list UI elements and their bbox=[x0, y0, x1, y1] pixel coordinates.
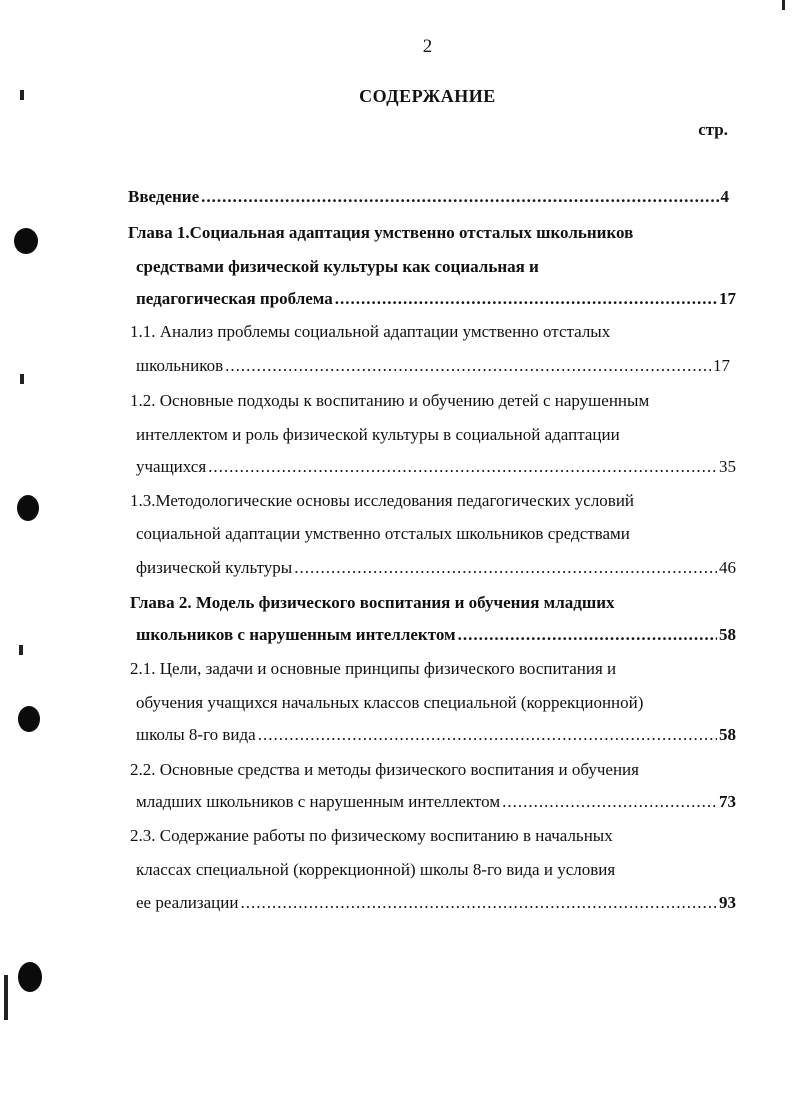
punch-hole-mark bbox=[18, 962, 42, 992]
toc-entry-text: физической культуры bbox=[136, 558, 293, 577]
toc-entry-text: Введение bbox=[128, 187, 200, 206]
toc-leader-dots bbox=[502, 791, 717, 813]
toc-section-1-3-line-2: социальной адаптации умственно отсталых школьников средствами bbox=[136, 524, 630, 543]
toc-entry-text: младших школьников с нарушенным интеллектом bbox=[136, 792, 501, 811]
toc-page-number: 17 bbox=[719, 289, 736, 308]
toc-section-1-3-line-1: 1.3.Методологические основы исследования педагогических условий bbox=[130, 491, 635, 510]
toc-section-1-1-line-1: 1.1. Анализ проблемы социальной адаптации умственно отсталых bbox=[130, 322, 611, 341]
toc-leader-dots bbox=[335, 288, 717, 310]
toc-leader-dots bbox=[240, 892, 717, 914]
punch-hole-mark bbox=[14, 228, 38, 254]
scan-edge-mark bbox=[782, 0, 785, 10]
toc-leader-dots bbox=[225, 355, 711, 377]
toc-leader-dots bbox=[458, 624, 717, 646]
toc-chapter-1-line-2: средствами физической культуры как социальная и bbox=[136, 257, 539, 276]
toc-entry-text: школьников bbox=[136, 356, 224, 375]
toc-page-number: 17 bbox=[713, 356, 730, 375]
toc-entry-chapter-2 bbox=[136, 624, 736, 646]
toc-page-number: 35 bbox=[719, 457, 736, 476]
toc-entry-text: школы 8-го вида bbox=[136, 725, 256, 744]
toc-page-number: 58 bbox=[719, 625, 736, 644]
toc-section-2-2-line-1: 2.2. Основные средства и методы физического воспитания и обучения bbox=[130, 760, 639, 779]
toc-chapter-2-line-1: Глава 2. Модель физического воспитания и обучения младших bbox=[130, 593, 615, 612]
page-column-label: стр. bbox=[698, 120, 728, 139]
toc-section-2-3-line-2: классах специальной (коррекционной) школы 8-го вида и условия bbox=[136, 860, 616, 879]
punch-hole-mark bbox=[18, 706, 40, 732]
toc-entry-intro bbox=[128, 186, 729, 208]
toc-entry-text: ее реализации bbox=[136, 893, 239, 912]
toc-entry-section-2-1 bbox=[136, 724, 736, 746]
toc-page-number: 4 bbox=[720, 187, 729, 206]
scan-edge-mark bbox=[19, 645, 23, 655]
toc-entry-section-2-2 bbox=[136, 791, 736, 813]
scan-edge-mark bbox=[20, 374, 24, 384]
toc-entry-text: педагогическая проблема bbox=[136, 289, 333, 308]
toc-entry-text: школьников с нарушенным интеллектом bbox=[136, 625, 456, 644]
toc-entry-section-1-2 bbox=[136, 456, 736, 478]
toc-leader-dots bbox=[208, 456, 717, 478]
toc-leader-dots bbox=[294, 557, 717, 579]
toc-section-1-2-line-2: интеллектом и роль физической культуры в социальной адаптации bbox=[136, 425, 620, 444]
toc-section-1-2-line-1: 1.2. Основные подходы к воспитанию и обучению детей с нарушенным bbox=[130, 391, 650, 410]
toc-entry-chapter-1 bbox=[136, 288, 736, 310]
toc-leader-dots bbox=[258, 724, 717, 746]
toc-leader-dots bbox=[201, 186, 718, 208]
toc-page-number: 93 bbox=[719, 893, 736, 912]
toc-section-2-1-line-1: 2.1. Цели, задачи и основные принципы физического воспитания и bbox=[130, 659, 617, 678]
toc-entry-section-2-3 bbox=[136, 892, 736, 914]
toc-page-number: 46 bbox=[719, 558, 736, 577]
toc-entry-section-1-3 bbox=[136, 557, 736, 579]
page-number: 2 bbox=[422, 36, 433, 57]
toc-entry-text: учащихся bbox=[136, 457, 207, 476]
toc-chapter-1-line-1: Глава 1.Социальная адаптация умственно отсталых школьников bbox=[128, 223, 634, 242]
page-title: СОДЕРЖАНИЕ bbox=[359, 86, 496, 106]
scan-edge-mark bbox=[4, 975, 8, 1020]
punch-hole-mark bbox=[17, 495, 39, 521]
toc-section-2-1-line-2: обучения учащихся начальных классов специальной (коррекционной) bbox=[136, 693, 644, 712]
toc-page-number: 73 bbox=[719, 792, 736, 811]
toc-page-number: 58 bbox=[719, 725, 736, 744]
toc-entry-section-1-1 bbox=[136, 355, 730, 377]
toc-section-2-3-line-1: 2.3. Содержание работы по физическому воспитанию в начальных bbox=[130, 826, 613, 845]
